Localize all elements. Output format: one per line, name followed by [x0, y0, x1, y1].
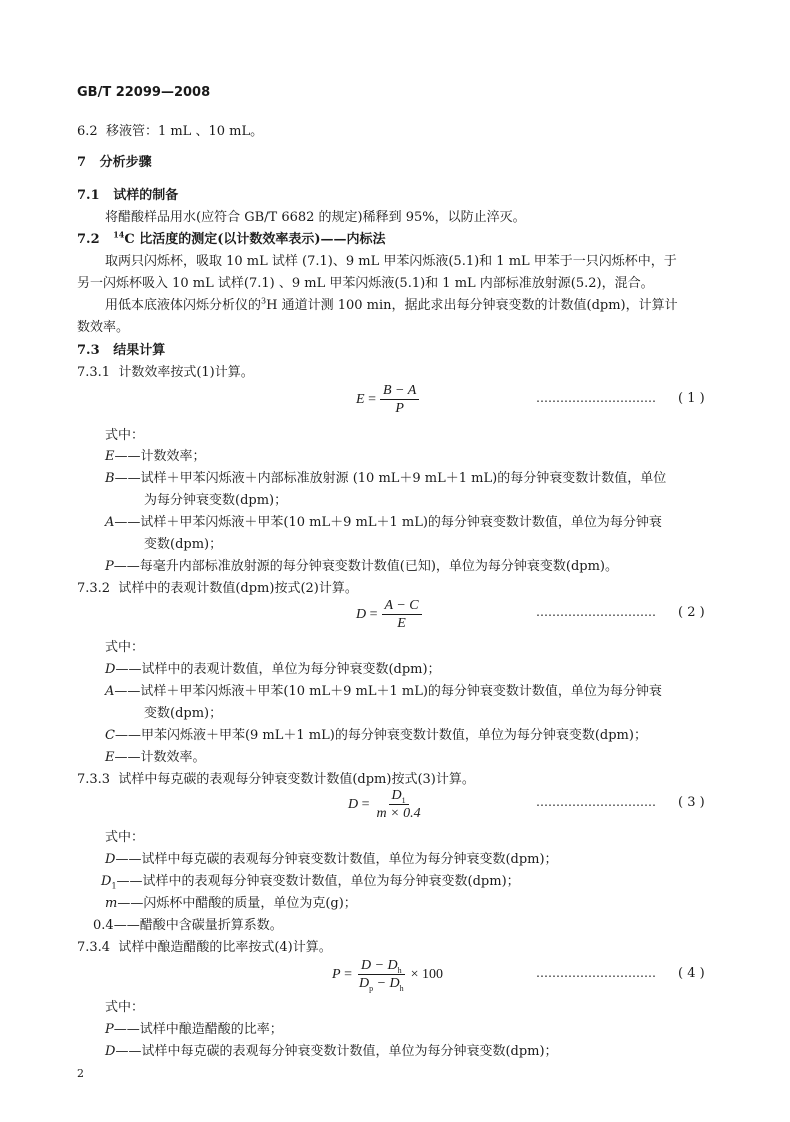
definition-item	[105, 471, 666, 487]
definition-text: ——试样＋甲苯闪烁液＋内部标准放射源 (10 mL＋9 mL＋1 mL)的每分钟衰变数计数值，单位	[114, 471, 667, 486]
formula-lhs: E	[356, 391, 365, 407]
numerator	[358, 958, 405, 975]
fraction	[382, 598, 422, 631]
symbol: m	[105, 896, 118, 911]
denominator: P	[395, 401, 404, 416]
where-label: 式中：	[105, 640, 145, 655]
subscript: h	[397, 965, 402, 975]
section-text: 试样中的表观计数值(dpm)按式(2)计算。	[118, 581, 358, 596]
subscript: h	[399, 983, 404, 993]
leader-dots: …………………………	[536, 605, 656, 619]
subscript: 1	[111, 881, 117, 891]
symbol: D	[101, 874, 112, 889]
section-number: 6.2	[77, 124, 98, 139]
definition-item	[105, 515, 662, 531]
text-span: 用低本底液体闪烁分析仪的	[105, 298, 262, 313]
section-title: 结果计算	[113, 343, 166, 358]
text-span: H 通道计测 100 min，据此求出每分钟衰变数的计数值(dpm)，计算计	[266, 298, 678, 313]
symbol: 0.4	[93, 918, 114, 933]
paragraph-line: 数效率。	[77, 320, 130, 335]
definition-text: ——试样中每克碳的表观每分钟衰变数计数值，单位为每分钟衰变数(dpm)；	[115, 852, 558, 867]
definition-text: ——试样中的表观每分钟衰变数计数值，单位为每分钟衰变数(dpm)；	[116, 874, 520, 889]
definition-continuation: 为每分钟衰变数(dpm)；	[144, 493, 288, 508]
equation-number: ( 1 )	[678, 391, 705, 406]
denominator: E	[397, 616, 406, 631]
definition-continuation: 变数(dpm)；	[144, 706, 223, 721]
definition-text: ——计数效率；	[114, 449, 206, 464]
formula-1: E = $\frac{B - A}{P}$	[356, 383, 423, 416]
fraction	[356, 958, 407, 991]
numerator-expression: D − D	[360, 958, 398, 973]
symbol: D	[105, 852, 116, 867]
definition-item	[105, 852, 558, 868]
leader-dots: …………………………	[536, 795, 656, 809]
definition-text: ——甲苯闪烁液＋甲苯(9 mL＋1 mL)的每分钟衰变数计数值，单位为每分钟衰变数(dpm)；	[114, 728, 647, 743]
standard-code: GB/T 22099—2008	[77, 85, 211, 100]
definition-text: ——计数效率。	[114, 750, 206, 765]
fraction	[374, 788, 424, 821]
subscript: p	[369, 983, 374, 993]
definition-text: ——试样中酿造醋酸的比率；	[113, 1022, 283, 1037]
section-7-1-heading	[77, 188, 178, 204]
numerator: A − C	[382, 598, 422, 615]
equation-number: ( 2 )	[678, 605, 705, 620]
paragraph: 将醋酸样品用水(应符合 GB/T 6682 的规定)稀释到 95%，以防止淬灭。	[105, 210, 526, 225]
section-6-2	[77, 124, 263, 140]
paragraph-line	[105, 298, 678, 314]
numerator: B − A	[380, 383, 419, 400]
where-label: 式中：	[105, 1000, 145, 1015]
fraction	[380, 383, 419, 416]
subscript: 1	[401, 795, 406, 805]
denominator-symbol: D	[358, 976, 370, 991]
section-number: 7	[77, 155, 87, 170]
definition-text: ——闪烁杯中醋酸的质量，单位为克(g)；	[117, 896, 357, 911]
formula-2: D = $\frac{A - C}{E}$	[356, 598, 426, 631]
definition-text: ——试样＋甲苯闪烁液＋甲苯(10 mL＋9 mL＋1 mL)的每分钟衰变数计数值，单位为每分钟衰	[114, 515, 662, 530]
page-number: 2	[77, 1067, 84, 1080]
definition-item	[105, 728, 647, 744]
symbol: D	[105, 662, 116, 677]
symbol: D	[105, 1044, 116, 1059]
symbol: C	[105, 728, 115, 743]
superscript: 3	[261, 296, 267, 306]
section-7-heading	[77, 155, 152, 171]
definition-text: ——试样中的表观计数值，单位为每分钟衰变数(dpm)；	[115, 662, 441, 677]
numerator	[389, 788, 409, 805]
denominator	[356, 975, 407, 991]
section-number: 7.2	[77, 232, 100, 247]
symbol: A	[105, 684, 115, 699]
definition-item	[105, 684, 662, 700]
formula-lhs: D	[356, 606, 367, 622]
symbol: A	[105, 515, 115, 530]
definition-item	[105, 559, 618, 575]
section-number: 7.3.2	[77, 581, 111, 596]
section-title: 试样的制备	[113, 188, 179, 203]
definition-item	[105, 662, 441, 678]
definition-text: ——试样＋甲苯闪烁液＋甲苯(10 mL＋9 mL＋1 mL)的每分钟衰变数计数值，单位为每分钟衰	[114, 684, 662, 699]
section-7-3-3	[77, 772, 475, 788]
paragraph-line: 取两只闪烁杯，吸取 10 mL 试样 (7.1)、9 mL 甲苯闪烁液(5.1)和 1 mL 甲苯于一只闪烁杯中，于	[105, 254, 677, 269]
definition-text: ——试样中每克碳的表观每分钟衰变数计数值，单位为每分钟衰变数(dpm)；	[115, 1044, 558, 1059]
formula-lhs: D	[348, 796, 359, 812]
numerator-symbol: D	[391, 788, 402, 803]
definition-item	[105, 750, 206, 766]
leader-dots: …………………………	[536, 966, 656, 980]
section-7-3-4	[77, 940, 332, 956]
section-7-3-1	[77, 365, 254, 381]
symbol: P	[105, 1022, 114, 1037]
equation-number: ( 3 )	[678, 795, 705, 810]
symbol: B	[105, 471, 115, 486]
definition-continuation: 变数(dpm)；	[144, 537, 223, 552]
paragraph-line: 另一闪烁杯吸入 10 mL 试样(7.1) 、9 mL 甲苯闪烁液(5.1)和 1 mL 内部标准放射源(5.2)，混合。	[77, 276, 654, 291]
denominator-expression: − D	[373, 976, 400, 991]
where-label: 式中：	[105, 428, 145, 443]
definition-item	[93, 918, 283, 934]
definition-item	[101, 874, 520, 890]
section-text: 试样中酿造醋酸的比率按式(4)计算。	[118, 940, 332, 955]
definition-item	[105, 896, 357, 912]
leader-dots: …………………………	[536, 391, 656, 405]
definition-item	[105, 1022, 283, 1038]
section-number: 7.1	[77, 188, 100, 203]
symbol: E	[105, 449, 115, 464]
superscript: 14	[113, 229, 125, 240]
section-7-3-2	[77, 581, 358, 597]
section-number: 7.3.3	[77, 772, 111, 787]
section-title: C 比活度的测定(以计数效率表示)——内标法	[124, 232, 386, 247]
formula-lhs: P	[332, 966, 341, 982]
section-text: 试样中每克碳的表观每分钟衰变数计数值(dpm)按式(3)计算。	[118, 772, 475, 787]
symbol: P	[105, 559, 114, 574]
equation-number: ( 4 )	[678, 966, 705, 981]
section-number: 7.3.4	[77, 940, 111, 955]
where-label: 式中：	[105, 830, 145, 845]
definition-item	[105, 1044, 558, 1060]
section-title: 分析步骤	[99, 155, 152, 170]
definition-text: ——醋酸中含碳量折算系数。	[113, 918, 283, 933]
section-number: 7.3.1	[77, 365, 111, 380]
formula-multiplier: × 100	[410, 966, 444, 982]
section-number: 7.3	[77, 343, 100, 358]
section-7-3-heading	[77, 343, 165, 359]
section-text: 计数效率按式(1)计算。	[118, 365, 254, 380]
formula-4: P = $\frac{D - D_h}{D_p - D_h}$ × 100	[332, 958, 444, 993]
symbol: E	[105, 750, 115, 765]
section-7-2-heading	[77, 229, 386, 248]
denominator: m × 0.4	[376, 806, 421, 821]
definition-text: ——每毫升内部标准放射源的每分钟衰变数计数值(已知)，单位为每分钟衰变数(dpm)。	[113, 559, 619, 574]
section-text: 移液管：1 mL 、10 mL。	[105, 124, 264, 139]
definition-item	[105, 449, 206, 465]
formula-3: D = $\frac{D_1}{m \times 0.4}$	[348, 788, 428, 821]
